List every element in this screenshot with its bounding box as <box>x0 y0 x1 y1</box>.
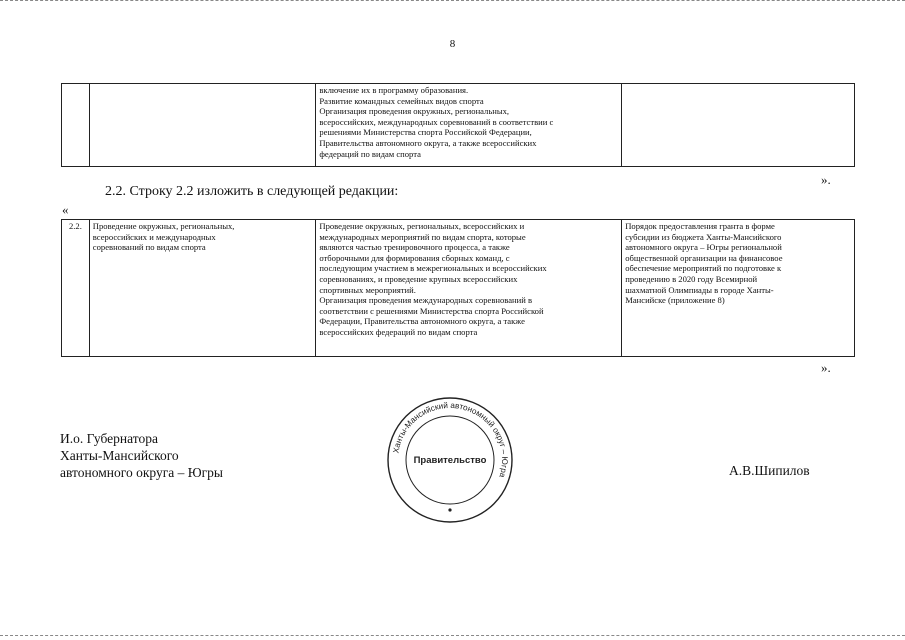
row-source-cell <box>622 84 855 167</box>
table-row <box>62 84 855 167</box>
table-row <box>62 220 855 357</box>
page-number: 8 <box>449 38 456 50</box>
seal-center-text: Правительство <box>413 455 487 466</box>
row-source-cell: Порядок предоставления гранта в форме субсидии из бюджета Ханты-Мансийского автономного округа – Югры региональной общественной организации на финансовое обеспечение мероприятий по подготовке к проведению в 2020 году Всемирной шахматной Олимпиады в городе Ханты- Мансийске (приложение 8) <box>622 220 855 357</box>
closing-quote: ». <box>821 360 831 375</box>
opening-quote: « <box>62 202 69 217</box>
scan-edge-bottom <box>0 635 905 638</box>
row-title-cell: Проведение окружных, региональных, всероссийских и международных соревнований по видам спорта <box>89 220 316 357</box>
seal-ring-text: Ханты-Мансийский автономный округ – Югра <box>391 400 510 479</box>
row-description-cell: включение их в программу образования. Развитие командных семейных видов спорта Организация проведения окружных, региональных, всероссийских, международных соревнований в соответствии с решениями Министерства спорта Российской Федерации, Правительства автономного округа, а также всероссийских федераций по видам спорта <box>316 84 622 167</box>
signatory-position: И.о. Губернатора Ханты-Мансийского автономного округа – Югры <box>60 431 223 480</box>
closing-quote: ». <box>821 172 831 187</box>
row-description-cell: Проведение окружных, региональных, всероссийских и международных мероприятий по видам спорта, которые являются частью тренировочного процесса, а также отборочными для формирования сборных команд, с последующим участием в межрегиональных и всероссийских соревнованиях, и проведение крупных всероссийских спортивных мероприятий. Организация проведения международных соревнований в соответствии с решениями Министерства спорта Российской Федерации, Правительства автономного округа, а также всероссийских федераций по видам спорта <box>316 220 622 357</box>
table-continuation <box>61 83 855 167</box>
row-number-cell <box>62 84 90 167</box>
row-title-cell <box>89 84 316 167</box>
table-amended-row <box>61 219 855 357</box>
scan-edge-top <box>0 0 905 3</box>
official-seal <box>385 395 515 525</box>
row-number-cell: 2.2. <box>62 220 90 357</box>
seal-star-icon <box>448 508 451 511</box>
amendment-instruction: 2.2. Строку 2.2 изложить в следующей редакции: <box>105 184 399 199</box>
signatory-name: А.В.Шипилов <box>729 463 810 478</box>
